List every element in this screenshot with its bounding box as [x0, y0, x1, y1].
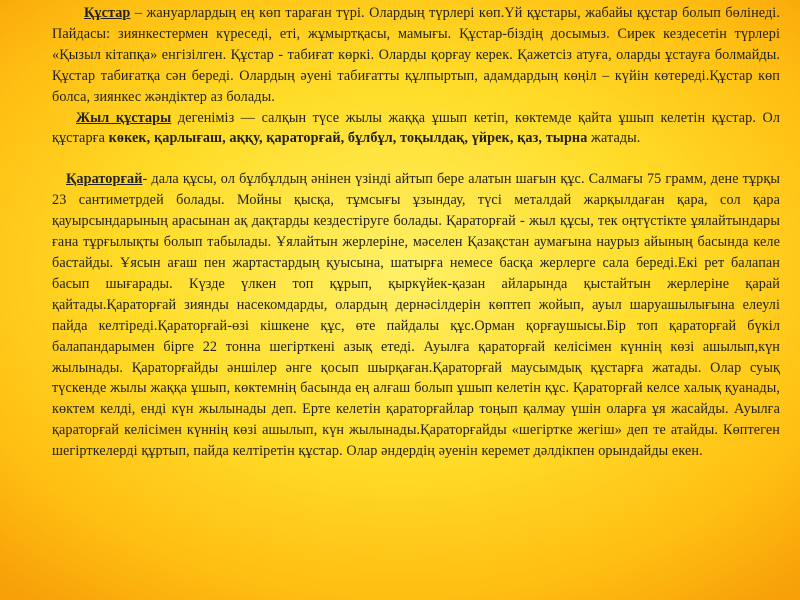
- migratory-bird-examples: көкек, қарлығаш, аққу, қараторғай, бұлбұл, тоқылдақ, үйрек, қаз, тырна: [108, 130, 588, 147]
- term-starling: Қараторғай: [66, 171, 143, 188]
- text-body: [52, 3, 780, 462]
- term-birds: Құстар: [84, 5, 131, 21]
- paragraph-migratory-birds: [52, 108, 780, 150]
- paragraph-starling: [52, 169, 780, 462]
- paragraph-birds: [52, 3, 780, 108]
- paragraph-birds-text: – жануарлардың ең көп тараған түрі. Олардың түрлері көп.Үй құстары, жабайы құстар болып бөлінеді. Пайдасы: зиянкестермен күреседі, еті, жұмыртқасы, мамығы. Құстар-біздің досымыз. Сирек кездесетін түрлері «Қызыл кітапқа» енгізілген. Құстар - табиғат көркі. Оларды қорғау керек. Қажетсіз атуға, оларды ұстауға болмайды. Құстар табиғатқа сән береді. Олардың әуені табиғатты құлпыртып, адамдардың көңіл – күйін көтереді.Құстар көп болса, зиянкес жәндіктер аз болады.: [52, 5, 780, 105]
- paragraph-migratory-tail: жатады.: [587, 130, 641, 147]
- term-migratory-birds: Жыл құстары: [76, 109, 172, 126]
- paragraph-starling-text: - дала құсы, ол бұлбұлдың әнінен үзінді айтып бере алатын шағын құс. Салмағы 75 грамм, дене тұрқы 23 сантиметрдей болады. Мойны қысқа, тұмсығы ұзындау, түсі металдай жарқылдаған қара, сол қара қауырсындарының арасынан ақ дақтарды кездестіруге болады. Қараторғай - жыл құсы, тек оңтүстікте ұялайтындары ғана тұрғылықты болып табылады. Ұялайтын жерлеріне, мәселен Қазақстан аумағына наурыз айының басында келе бастайды. Ұясын ағаш пен жартастардың қуысына, шатырға немесе басқа жерлерге сала береді.Екі рет балапан басып шығарады. Күзде үлкен топ құрып, қыркүйек-қазан айларында қыстайтын жерлеріне қарай қайтады.Қараторғай зиянды насекомдарды, олардың дернәсілдерін көптеп жойып, ауыл шаруашылығына елеулі пайда келтіреді.Қараторғай-өзі кішкене құс, өте пайдалы құс.Орман қорғаушысы.Бір топ қараторғай бүкіл балапандарымен бірге 22 тонна шегірткені азық етеді. Ауылға қараторғай келісімен күннің көзі ашылып,күн жылынады. Қараторғайды әншілер әнге қосып шырқаған.Қараторғай маусымдық құстарға жатады. Олар суық түскенде жылы жаққа ұшып, көктемнің басында ең алғаш болып ұшып келетін құс. Қараторғай келсе халық қуанады, көктем келді, енді күн жылынады деп. Ерте келетін қараторғайлар тоңып қалмау үшін оларға ұя жасайды. Ауылға қараторғай келісімен күннің көзі ашылып, күн жылынады.Қараторғайды «шегіртке жегіш» деп те атайды. Көптеген шегірткелерді құртып, пайда келтіретін құстар. Олар әндердің әуенін керемет дәлдікпен орындайды екен.: [52, 171, 780, 460]
- paragraph-migratory-text: дегеніміз — салқын түсе жылы жаққа ұшып кетіп, көктемде қайта ұшып келетін құстар. Ол құстарға: [52, 109, 780, 147]
